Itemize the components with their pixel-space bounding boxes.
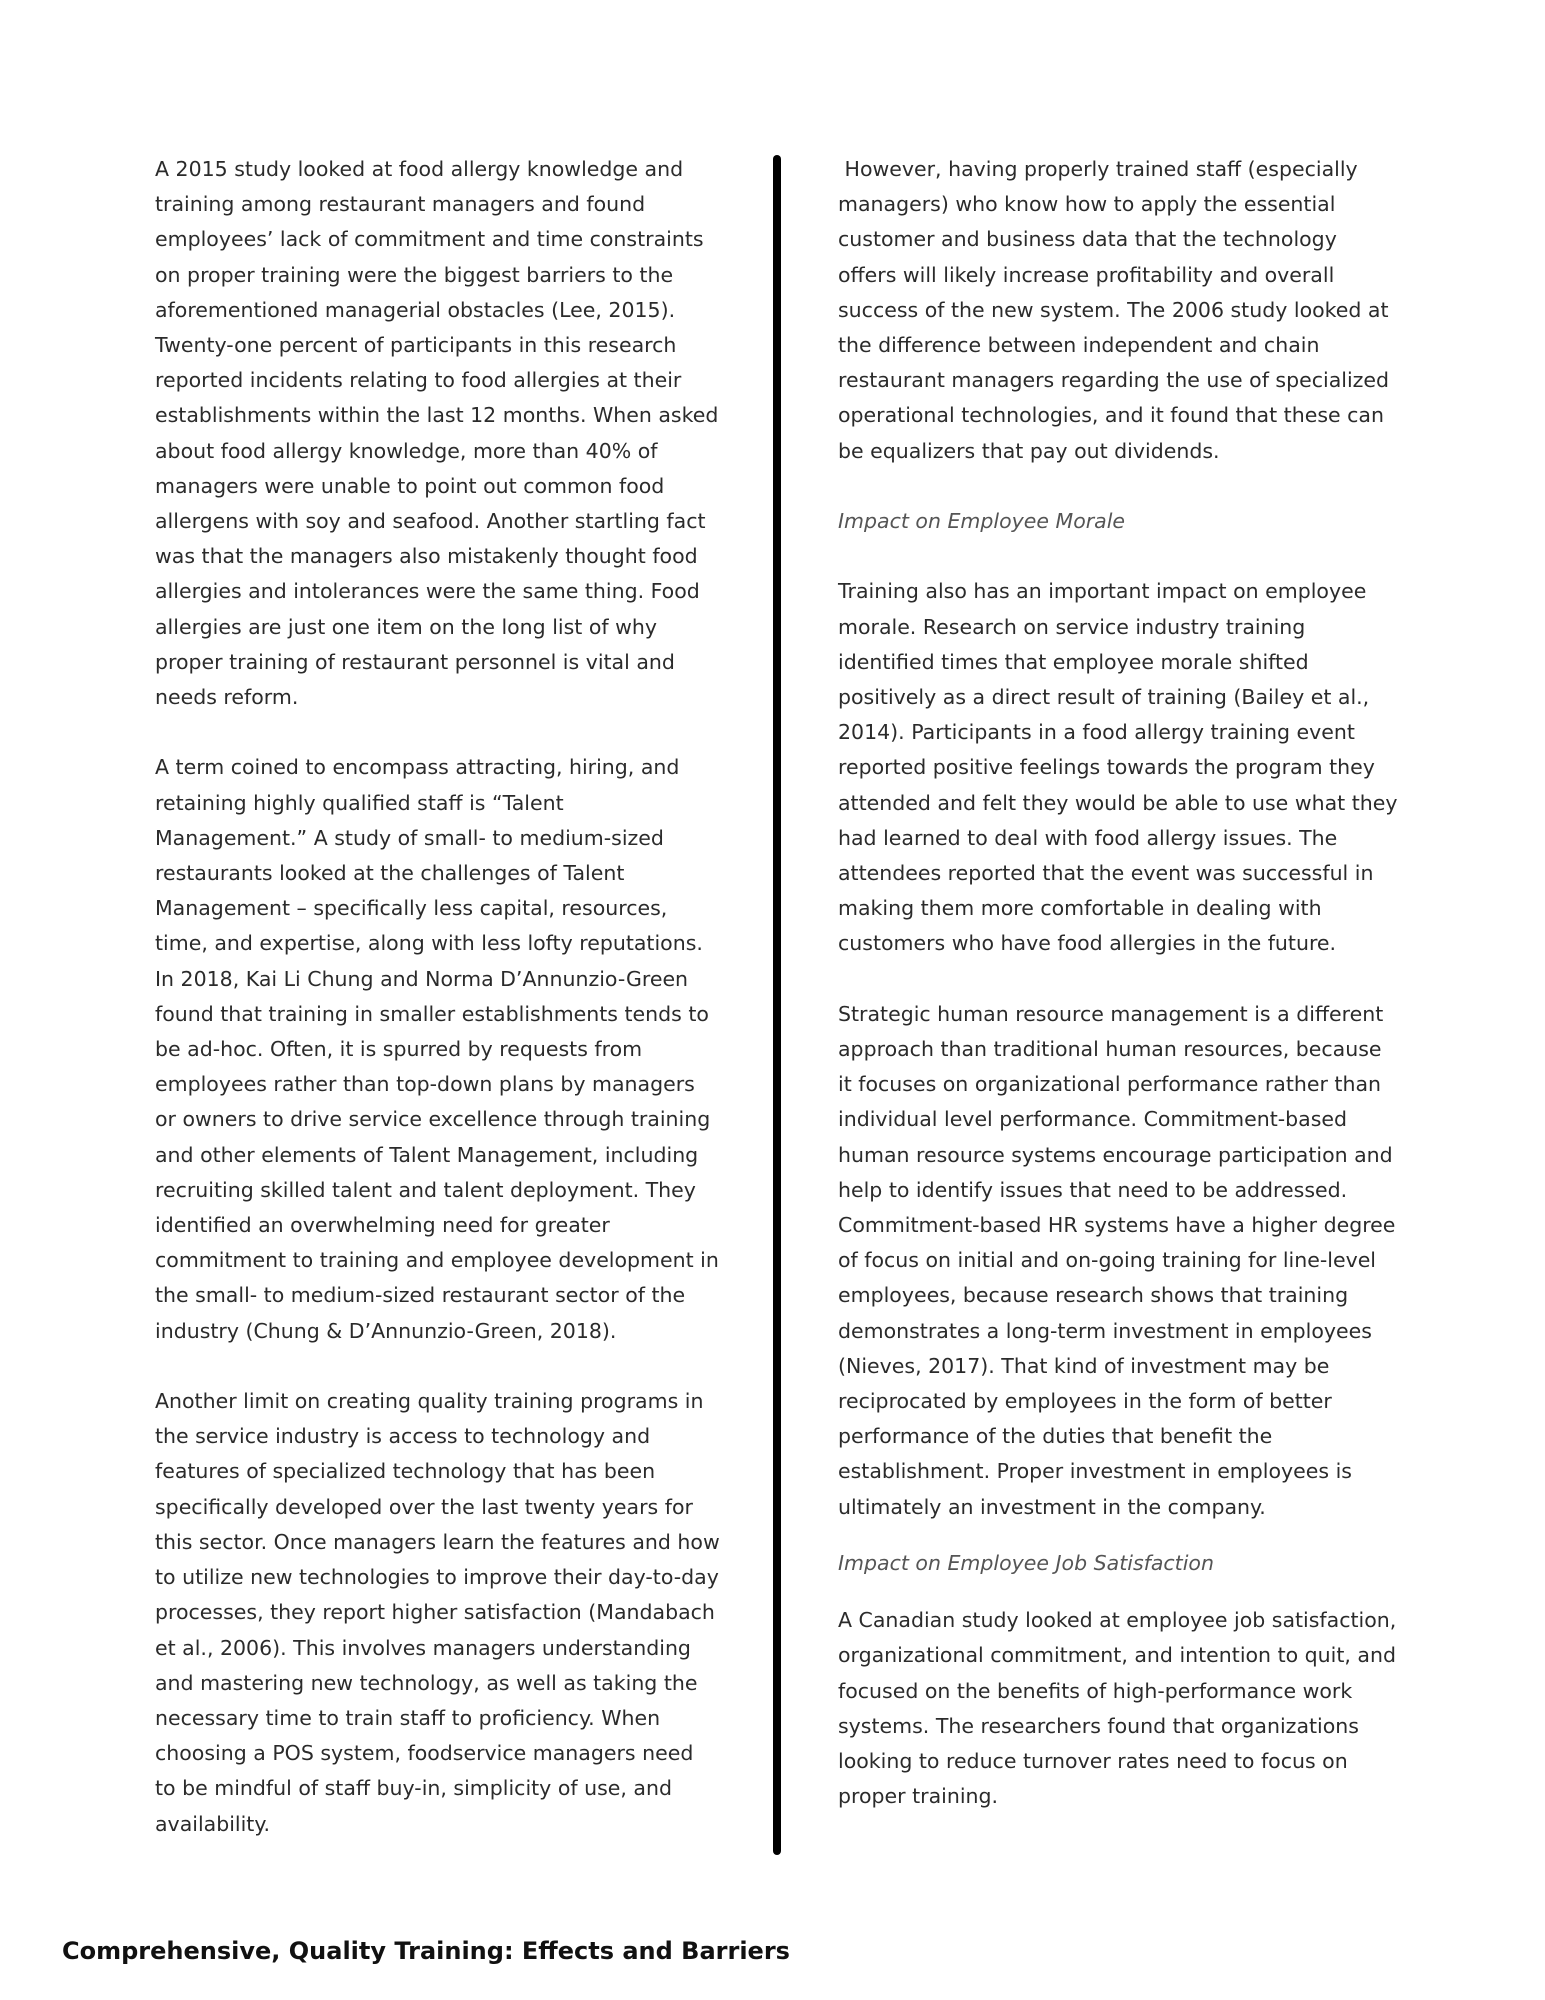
paragraph-training-morale: Training also has an important impact on employee morale. Research on service industry training identified times that employee morale shifted positively as a direct result of training (Bailey et al., 2014). Participants in a food allergy training event reported positive feelings towards the program they attended and felt they would be able to use what they had learned to deal with food allergy issues. The attendees reported that the event was successful in making them more comfortable in dealing with customers who have food allergies in the future. (838, 579, 1398, 956)
column-divider (773, 155, 781, 1855)
right-column (838, 152, 1398, 1850)
left-column (155, 152, 720, 1877)
paragraph-talent-management: A term coined to encompass attracting, hiring, and retaining highly qualified staff is “Talent Management.” A study of small- to medium-sized restaurants looked at the challenges of Talent Management – specifically less capital, resources, time, and expertise, along with less lofty reputations. In 2018, Kai Li Chung and Norma D’Annunzio-Green found that training in smaller establishments tends to be ad-hoc. Often, it is spurred by requests from employees rather than top-down plans by managers or owners to drive service excellence through training and other elements of Talent Management, including recruiting skilled talent and talent deployment. They identified an overwhelming need for greater commitment to training and employee development in the small- to medium-sized restaurant sector of the industry (Chung & D’Annunzio-Green, 2018). (155, 755, 719, 1343)
paragraph-canadian-study: A Canadian study looked at employee job satisfaction, organizational commitment, and intention to quit, and focused on the benefits of high-performance work systems. The researchers found that organizations looking to reduce turnover rates need to focus on proper training. (838, 1608, 1397, 1809)
section-heading-employee-morale: Impact on Employee Morale (838, 509, 1126, 534)
paragraph-trained-staff: However, having properly trained staff (especially managers) who know how to apply the essential customer and business data that the technology offers will likely increase profitability and overall success of the new system. The 2006 study looked at the difference between independent and chain restaurant managers regarding the use of specialized operational technologies, and it found that these can be equalizers that pay out dividends. (838, 157, 1396, 463)
paragraph-strategic-hr: Strategic human resource management is a different approach than traditional human resources, because it focuses on organizational performance rather than individual level performance. Commitment-based human resource systems encourage participation and help to identify issues that need to be addressed. Commitment-based HR systems have a higher degree of focus on initial and on-going training for line-level employees, because research shows that training demonstrates a long-term investment in employees (Nieves, 2017). That kind of investment may be reciprocated by employees in the form of better performance of the duties that benefit the establishment. Proper investment in employees is ultimately an investment in the company. (838, 1001, 1396, 1519)
section-heading-job-satisfaction: Impact on Employee Job Satisfaction (838, 1551, 1214, 1576)
paragraph-technology-limits: Another limit on creating quality training programs in the service industry is access to technology and features of specialized technology that has been specifically developed over the last twenty years for this sector. Once managers learn the features and how to utilize new technologies to improve their day-to-day processes, they report higher satisfaction (Mandabach et al., 2006). This involves managers understanding and mastering new technology, as well as taking the necessary time to train staff to proficiency. When choosing a POS system, foodservice managers need to be mindful of staff buy-in, simplicity of use, and availability. (155, 1389, 720, 1836)
footer-title: Comprehensive, Quality Training: Effects and Barriers (62, 1937, 790, 1965)
paragraph-food-allergy-study: A 2015 study looked at food allergy knowledge and training among restaurant managers and found employees’ lack of commitment and time constraints on proper training were the biggest barriers to the aforementioned managerial obstacles (Lee, 2015). Twenty-one percent of participants in this research reported incidents relating to food allergies at their establishments within the last 12 months. When asked about food allergy knowledge, more than 40% of managers were unable to point out common food allergens with soy and seafood. Another startling fact was that the managers also mistakenly thought food allergies and intolerances were the same thing. Food allergies are just one item on the long list of why proper training of restaurant personnel is vital and needs reform. (155, 157, 719, 710)
